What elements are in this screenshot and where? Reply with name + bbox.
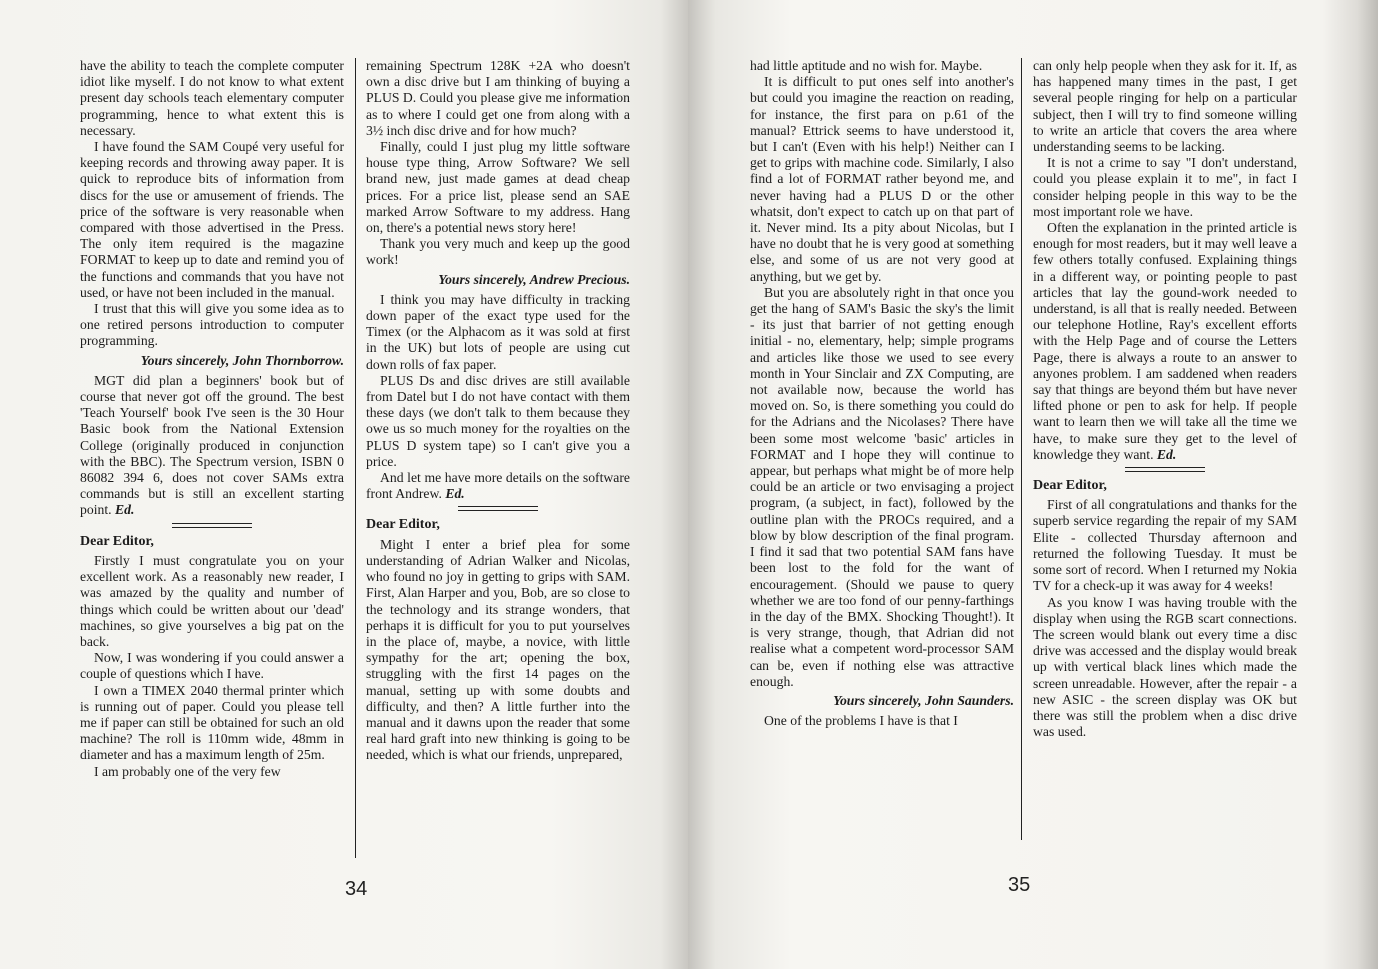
letter-signature: Yours sincerely, Andrew Precious. bbox=[438, 271, 630, 287]
section-divider bbox=[172, 523, 252, 528]
page-number: 35 bbox=[1008, 874, 1031, 896]
paragraph: It is difficult to put ones self into another's but could you imagine the reaction on reading, for instance, the first para on p.61 of the manual? Ettrick seems to have understood it, but I can't (Even with his help!) Neither can I get to grips with machine code. Similarly, I also find a lot of FORMAT rather beyond me, and never having had a PLUS D or the other whatsit, don't expect to catch up on that part of it. Never mind. Its a pity about Nicolas, but I have no doubt that he is very good at something else, and some of us are not very good at anything, but we get by. bbox=[750, 74, 1014, 284]
paragraph: PLUS Ds and disc drives are still available from Datel but I do not have contact with them these days (we don't talk to them because they owe us so much money for the royalties on the PLUS D system tape) so I can't give you a price. bbox=[366, 372, 630, 469]
editor-reply bbox=[80, 373, 344, 519]
paragraph: First of all congratulations and thanks for the superb service regarding the repair of my SAM Elite - collected Thursday afternoon and returned the following Tuesday. It must be some sort of record. When I returned my Nokia TV for a check-up it was away for 4 weeks! bbox=[1033, 497, 1297, 594]
right-page-column-2 bbox=[1033, 58, 1297, 740]
column-divider bbox=[1021, 58, 1022, 840]
right-page bbox=[688, 0, 1378, 969]
letter-heading: Dear Editor, bbox=[80, 533, 154, 549]
paragraph: It is not a crime to say "I don't understand, could you please explain it to me", in fact I consider helping people in this way to be the most important role we have. bbox=[1033, 155, 1297, 219]
paragraph: One of the problems I have is that I bbox=[764, 713, 958, 729]
paragraph: I am probably one of the very few bbox=[94, 763, 281, 779]
left-page bbox=[0, 0, 688, 969]
editor-initials: Ed. bbox=[114, 502, 135, 518]
paragraph: can only help people when they ask for it. If, as has happened many times in the past, I get several people ringing for help on a particular subject, then I will try to find someone willing to write an article that covers the area where understanding seems to be lacking. bbox=[1033, 58, 1297, 155]
editor-reply-text: Often the explanation in the printed article is enough for most readers, but it may well leave a few others totally confused. Explaining things in a different way, or pointing people to past articles that lay the gound-work needed to understand, is all that is really needed. Between our telephone Hotline, Ray's excellent efforts with the Help Page and of course the Letters Page, there is always a route to an answer to anyones problem. I am saddened when readers say that things are beyond thém but have never lifted phone or pen to ask for help. If people want to learn then we will take all the time we have, to make sure they get to the level of knowledge they want. bbox=[1033, 220, 1297, 462]
paragraph: As you know I was having trouble with the display when using the RGB scart connections. The screen would blank out every time a disc drive was accessed and the display would break up with vertical black lines which made the screen unreadable. However, after the repair - a new ASIC - the screen display was OK but there was still the problem when a disc drive was used. bbox=[1033, 594, 1297, 740]
editor-initials: Ed. bbox=[445, 486, 465, 502]
editor-initials: Ed. bbox=[1156, 446, 1177, 462]
editor-reply bbox=[366, 470, 630, 502]
letter-signature: Yours sincerely, John Thornborrow. bbox=[140, 352, 344, 368]
paragraph: Thank you very much and keep up the good work! bbox=[366, 236, 630, 268]
letter-heading: Dear Editor, bbox=[366, 517, 440, 533]
right-page-column-1 bbox=[750, 58, 1014, 729]
paragraph: had little aptitude and no wish for. Maybe. bbox=[750, 58, 983, 73]
section-divider bbox=[458, 506, 538, 511]
left-page-column-1 bbox=[80, 58, 344, 780]
paragraph: I think you may have difficulty in tracking down paper of the exact type used for the Timex (or the Alphacom as it was sold at first in the UK) but lots of people are using cut down rolls of fax paper. bbox=[366, 291, 630, 372]
paragraph: Might I enter a brief plea for some understanding of Adrian Walker and Nicolas, who found no joy in getting to grips with SAM. First, Alan Harper and you, Bob, are so close to the technology and its strange wonders, that perhaps it is difficult for you to put yourselves in the place of, maybe, a novice, with little sympathy for the art; opening the box, struggling with the first 14 pages on the manual, setting up with some doubts and difficulty, and then? A little further into the manual and it dawns upon the reader that some real hard graft into new thinking is going to be needed, which is what our friends, unprepared, bbox=[366, 536, 630, 763]
paragraph: Firstly I must congratulate you on your excellent work. As a reasonably new reader, I was amazed by the quality and number of things which could be written about our 'dead' machines, so give yourselves a big pat on the back. bbox=[80, 552, 344, 649]
paragraph: have the ability to teach the complete computer idiot like myself. I do not know to what extent present day schools teach elementary computer programming, hence to what extent this is necessary. bbox=[80, 58, 344, 138]
editor-reply-text: And let me have more details on the software front Andrew. bbox=[366, 470, 630, 502]
page-number: 34 bbox=[345, 878, 368, 900]
letter-signature: Yours sincerely, John Saunders. bbox=[833, 692, 1014, 708]
paragraph: Finally, could I just plug my little software house type thing, Arrow Software? We sell brand new, just made games at dead cheap prices. For a price list, please send an SAE marked Arrow Software to my address. Hang on, there's a potential news story here! bbox=[366, 139, 630, 236]
left-page-column-2 bbox=[366, 58, 630, 764]
paragraph: I own a TIMEX 2040 thermal printer which is running out of paper. Could you please tell me if paper can still be obtained for such an old machine? The roll is 110mm wide, 48mm in diameter and has a maximum length of 25m. bbox=[80, 682, 344, 763]
paragraph: remaining Spectrum 128K +2A who doesn't own a disc drive but I am thinking of buying a PLUS D. Could you please give me information as to where I could get one from along with a 3½ inch disc drive and for how much? bbox=[366, 58, 630, 138]
paragraph: I have found the SAM Coupé very useful for keeping records and throwing away paper. It is quick to reproduce bits of information from discs for the use or amusement of friends. The price of the software is very reasonable when compared with those advertised in the Press. The only item required is the magazine FORMAT to keep up to date and remind you of the functions and commands that you have not used, or have not been included in the manual. bbox=[80, 139, 344, 300]
paragraph: Now, I was wondering if you could answer a couple of questions which I have. bbox=[80, 650, 344, 682]
editor-reply-text: MGT did plan a beginners' book but of course that never got off the ground. The best 'Teach Yourself' book I've seen is the 30 Hour Basic book from the National Extension College (originally produced in conjunction with the BBC). The Spectrum version, ISBN 0 86082 394 6, does not cover SAMs extra commands but is still an excellent starting point. bbox=[80, 372, 344, 518]
section-divider bbox=[1125, 467, 1205, 472]
paragraph: I trust that this will give you some idea as to one retired persons introduction to computer programming. bbox=[80, 301, 344, 349]
letter-heading: Dear Editor, bbox=[1033, 478, 1107, 494]
paragraph: But you are absolutely right in that once you get the hang of SAM's Basic the sky's the limit - its just that barrier of not getting enough initial - no, elementary, help; simple programs and articles like those we used to see every month in Your Sinclair and ZX Computing, are not available now, because the world has moved on. So, is there something you could do for the Adrians and the Nicolases? There have been some most welcome 'basic' articles in FORMAT and I hope they will continue to appear, but perhaps what might be of more help could be an article or two envisaging a project program, (a subject, in fact), followed by the outline plan with the PROCs required, and a blow by blow description of the final program. I find it sad that two potential SAM fans have been lost to the fold for the want of encouragement. (Should we pause to query whether we are too fond of our penny-farthings in the day of the BMX. Shocking Thought!). It is very strange, though, that Adrian did not realise what a competent word-processor SAM can be, even if nothing else was attractive enough. bbox=[750, 284, 1014, 689]
column-divider bbox=[355, 58, 356, 858]
editor-reply bbox=[1033, 220, 1297, 463]
